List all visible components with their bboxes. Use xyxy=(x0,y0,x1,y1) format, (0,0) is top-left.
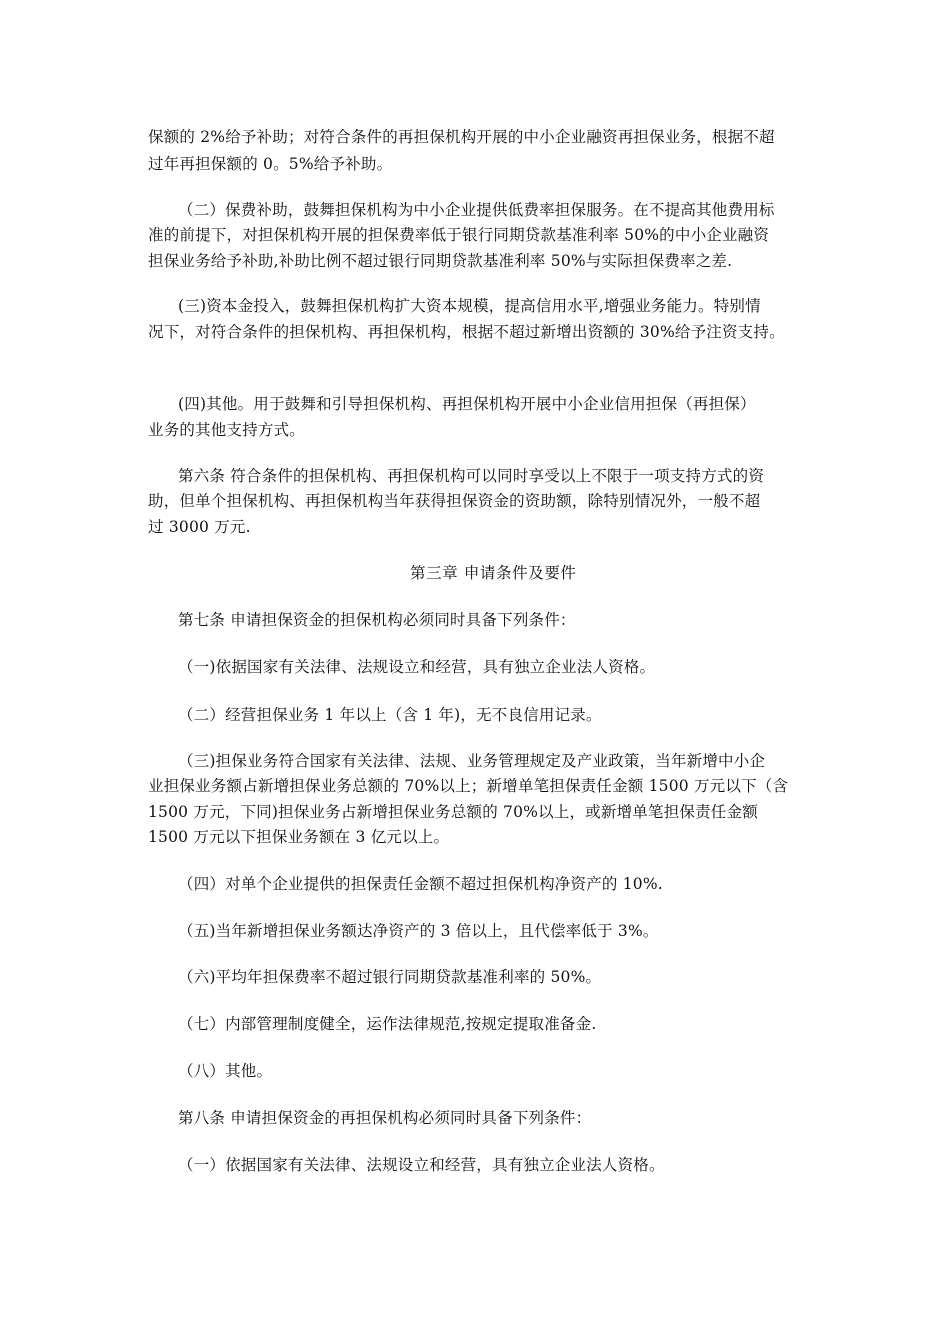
text-line: 业担保业务额占新增担保业务总额的 70%以上；新增单笔担保责任金额 1500 万元以下（含 xyxy=(148,777,789,795)
text-line: 1500 万元，下同)担保业务占新增担保业务总额的 70%以上，或新增单笔担保责任金额 xyxy=(148,803,758,821)
text-line: 担保业务给予补助,补助比例不超过银行同期贷款基准利率 50%与实际担保费率之差. xyxy=(148,252,733,270)
text-line: （六)平均年担保费率不超过银行同期贷款基准利率的 50%。 xyxy=(178,968,602,986)
text-line: （二）经营担保业务 1 年以上（含 1 年)，无不良信用记录。 xyxy=(178,706,602,724)
text-line: (三)资本金投入，鼓舞担保机构扩大资本规模，提高信用水平,增强业务能力。特别情 xyxy=(178,297,761,315)
text-line: 1500 万元以下担保业务额在 3 亿元以上。 xyxy=(148,828,450,846)
text-line: 准的前提下，对担保机构开展的担保费率低于银行同期贷款基准利率 50%的中小企业融资 xyxy=(148,226,770,244)
text-line: 过 3000 万元. xyxy=(148,518,251,536)
text-line: （三)担保业务符合国家有关法律、法规、业务管理规定及产业政策，当年新增中小企 xyxy=(178,752,766,770)
text-line: 第七条 申请担保资金的担保机构必须同时具备下列条件： xyxy=(178,611,576,629)
text-line: （八）其他。 xyxy=(178,1062,273,1080)
text-line: 助，但单个担保机构、再担保机构当年获得担保资金的资助额，除特别情况外，一般不超 xyxy=(148,492,761,510)
text-line: （一)依据国家有关法律、法规设立和经营，具有独立企业法人资格。 xyxy=(178,658,656,676)
text-line: 第八条 申请担保资金的再担保机构必须同时具备下列条件： xyxy=(178,1109,592,1127)
text-line: 过年再担保额的 0。5%给予补助。 xyxy=(148,155,393,173)
chapter-heading: 第三章 申请条件及要件 xyxy=(410,564,577,582)
text-line: （五)当年新增担保业务额达净资产的 3 倍以上，且代偿率低于 3%。 xyxy=(178,922,659,940)
text-line: （二）保费补助，鼓舞担保机构为中小企业提供低费率担保服务。在不提高其他费用标 xyxy=(178,201,775,219)
text-line: 业务的其他支持方式。 xyxy=(148,421,306,439)
text-line: 第六条 符合条件的担保机构、再担保机构可以同时享受以上不限于一项支持方式的资 xyxy=(178,467,765,485)
text-line: （七）内部管理制度健全，运作法律规范,按规定提取准备金. xyxy=(178,1015,597,1033)
text-line: （一）依据国家有关法律、法规设立和经营，具有独立企业法人资格。 xyxy=(178,1156,665,1174)
text-line: (四)其他。用于鼓舞和引导担保机构、再担保机构开展中小企业信用担保（再担保） xyxy=(178,395,756,413)
text-line: 保额的 2%给予补助；对符合条件的再担保机构开展的中小企业融资再担保业务，根据不超 xyxy=(148,128,775,146)
text-line: （四）对单个企业提供的担保责任金额不超过担保机构净资产的 10%. xyxy=(178,875,663,893)
text-line: 况下，对符合条件的担保机构、再担保机构，根据不超过新增出资额的 30%给予注资支持。 xyxy=(148,323,785,341)
